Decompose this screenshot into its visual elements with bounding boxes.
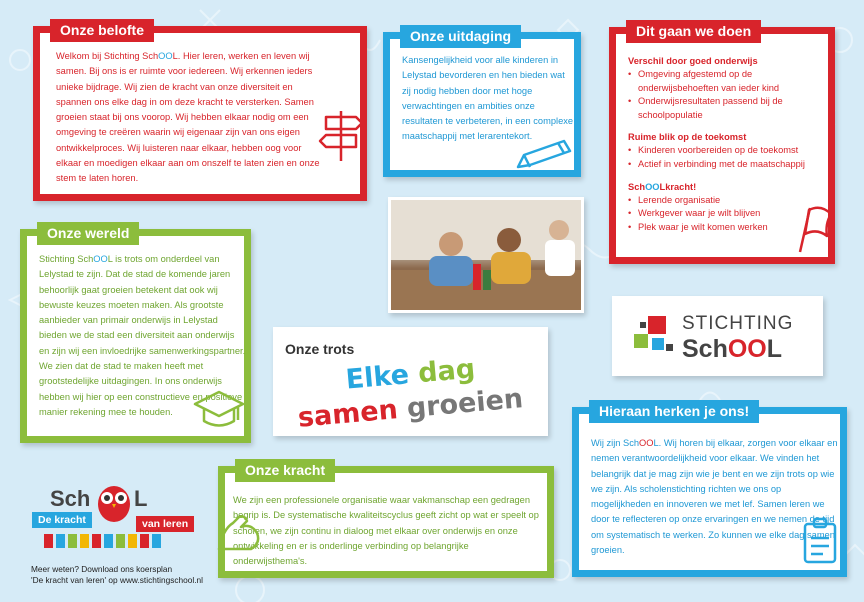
uitdaging-text: Kansengelijkheid voor alle kinderen in Lelystad bevorderen en hen bieden wat zij nodig hebben door met hoge verwachtingen en ambities onze resultaten te verbeteren, in een complexe maatschappij met lerarentekort. (402, 55, 574, 142)
group-title: Ruime blik op de toekomst (628, 132, 747, 143)
logo-line1: STICHTING (682, 313, 794, 334)
koersplan-banner-1: De kracht (32, 512, 92, 528)
kracht-text: We zijn een professionele organisatie waar vakmanschap een gedragen begrip is. De systematische kwaliteitscyclus geeft zicht op wat er speelt op scholen, we zijn continu in dialoog met elkaar over onderwijs en onze ontwikkeling en er is onderlinge verbinding op belangrijke onderwijsthema's. (233, 495, 539, 567)
card-onze-kracht (218, 462, 554, 578)
card-onze-uitdaging (383, 28, 581, 177)
group-title: SchOOLkracht! (628, 181, 697, 192)
card-title: Onze trots (285, 341, 355, 357)
logo-squares-icon (632, 314, 676, 358)
koersplan-line[interactable]: 'De kracht van leren' op www.stichtingschool.nl (31, 575, 203, 585)
children-illustration (391, 200, 584, 313)
list-item: • Lerende organisatie (628, 194, 828, 208)
card-hieraan-herken-je-ons (572, 403, 847, 577)
card-title: Dit gaan we doen (626, 20, 761, 43)
pencil-icon (512, 137, 576, 173)
card-onze-wereld (20, 225, 251, 443)
list-item: • Kinderen voorbereiden op de toekomst (628, 144, 828, 158)
koersplan-line: Meer weten? Download ons koersplan (31, 564, 173, 574)
books-decoration (44, 534, 164, 548)
list-item: • Werkgever waar je wilt blijven (628, 207, 828, 221)
flag-icon (792, 202, 836, 254)
herken-text: Wij zijn SchOOL. Wij horen bij elkaar, zorgen voor elkaar en nemen verantwoordelijkheid voor elkaar. We vinden het belangrijk dat je mag zijn wie je bent en we zijn trots op wie we zijn. Als scholenstichting richten we ons op mogelijkheden en innoveren we met lef. Samen leren we door te reflecteren op onze ervaringen en we nemen de tijd om systematisch te werken. Zo kunnen we elke dag samen groeien. (591, 438, 838, 556)
card-onze-belofte (33, 22, 367, 201)
group-title: Verschil door goed onderwijs (628, 56, 758, 66)
koersplan-text (31, 564, 203, 586)
list-item: • Omgeving afgestemd op de onderwijsbehoeften van ieder kind (628, 68, 828, 95)
classroom-photo (388, 197, 584, 313)
clipboard-icon (801, 516, 841, 566)
card-dit-gaan-we-doen (609, 23, 835, 264)
slogan-word: dag (416, 353, 477, 390)
card-title: Onze belofte (50, 19, 154, 42)
owl-icon (94, 480, 134, 524)
signpost-icon (318, 107, 364, 163)
slogan-word: samen (296, 394, 399, 434)
belofte-text: Welkom bij Stichting SchOOL. Hier leren, werken en leven wij samen. Bij ons is er ruimte voor iedereen. Wij erkennen ieders unieke bijdrage. Wij zien de kracht van onze diversiteit en spannen ons elke dag in om deze kracht te versterken. Samen groeien staat bij ons voorop. Wij hebben elkaar nodig om een omgeving te creëren waarin wij eigenaar zijn van ons eigen ontwikkelproces. Wij luisteren naar elkaar, hebben oog voor elkaar en moedigen elkaar aan om onszelf te laten zien en onze stem te laten horen. (56, 51, 320, 184)
list-item: • Plek waar je wilt komen werken (628, 221, 828, 235)
graduation-cap-icon (192, 388, 246, 432)
slogan-word: groeien (405, 383, 525, 425)
koersplan-banner-2: van leren (136, 516, 194, 532)
logo-line2: SchOOL (682, 335, 783, 363)
group-list (628, 144, 828, 171)
list-item: • Actief in verbinding met de maatschappij (628, 158, 828, 172)
card-title: Onze uitdaging (400, 25, 521, 48)
koersplan-logo-word: Sch (50, 486, 91, 511)
card-title: Hieraan herken je ons! (589, 400, 759, 423)
koersplan-logo-letter: L (134, 486, 148, 511)
group-list (628, 68, 828, 122)
card-onze-trots (273, 327, 548, 436)
koersplan-logo (30, 476, 198, 558)
stichting-school-logo (612, 296, 823, 376)
slogan (273, 353, 548, 434)
card-title: Onze kracht (235, 459, 335, 482)
wereld-text: Stichting SchOOL is trots om onderdeel van Lelystad te zijn. Dat de stad de komende jaren behoorlijk gaat groeien betekent dat ook wij bewuste keuzes moeten maken. Als grootste aanbieder van primair onderwijs in Lelystad bieden we de stad een diversiteit aan onderwijs en zijn wij een invloedrijke samenwerkingspartner. We zien dat de stad te maken heeft met grootstedelijke uitdagingen. In ons onderwijs hebben wij hier op een constructieve en positieve manier rekening mee te houden. (39, 254, 246, 417)
muscle-arm-icon (213, 509, 263, 559)
slogan-word: Elke (344, 359, 411, 396)
card-title: Onze wereld (37, 222, 139, 245)
list-item: • Onderwijsresultaten passend bij de schoolpopulatie (628, 95, 828, 122)
